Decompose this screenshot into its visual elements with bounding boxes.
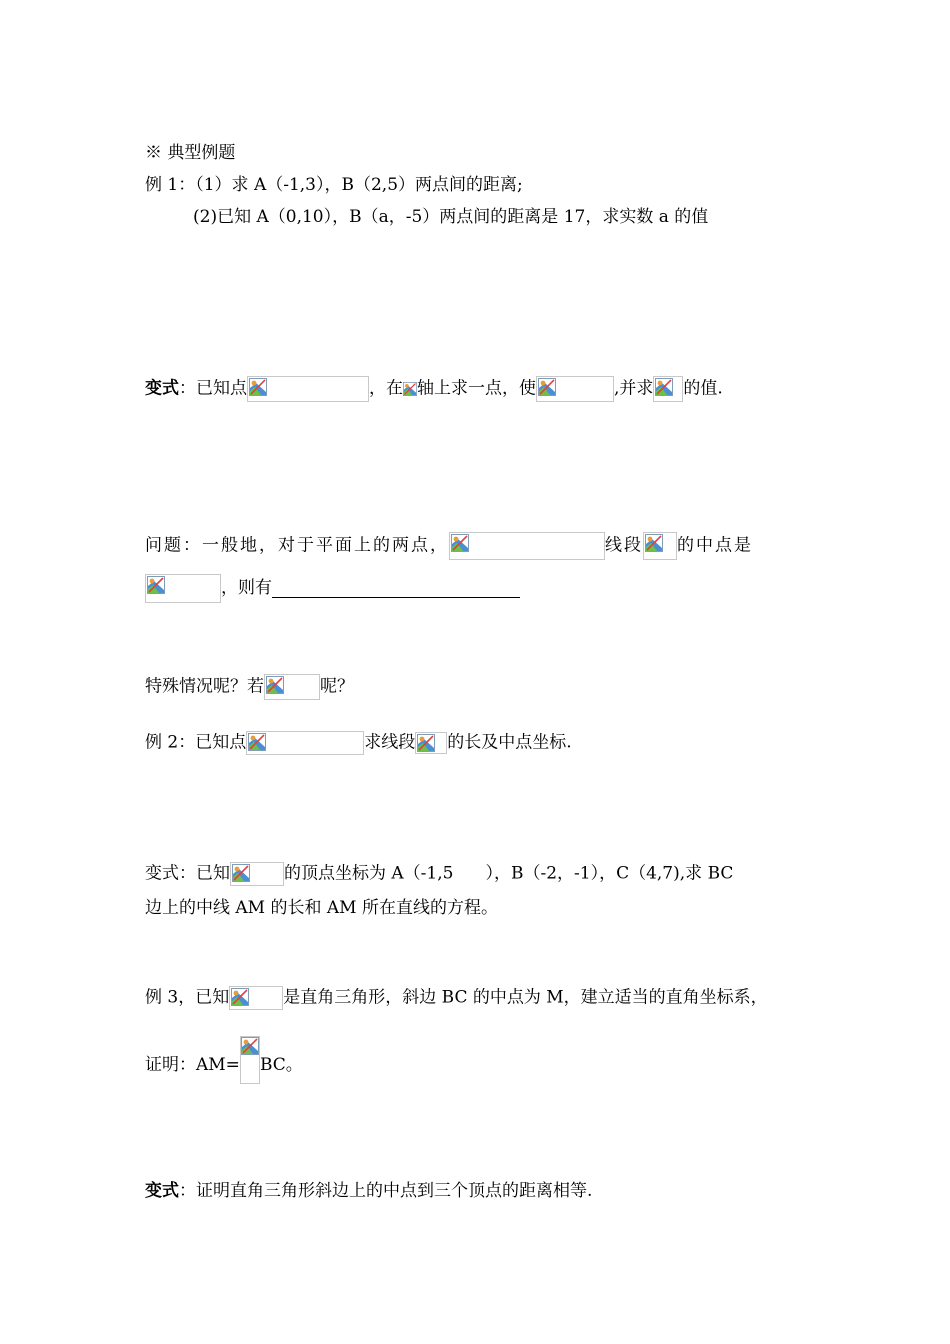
formula-image — [247, 376, 369, 402]
broken-image-icon — [403, 382, 417, 396]
question-line-2 — [145, 574, 520, 603]
broken-image-icon — [655, 378, 673, 396]
broken-image-icon — [417, 734, 435, 752]
broken-image-icon — [231, 988, 249, 1006]
broken-image-icon — [249, 378, 267, 396]
question-text: 线段 — [605, 535, 643, 556]
example-2-text: 例 2：已知点 — [145, 732, 247, 753]
formula-image — [230, 862, 284, 886]
variant-label: 变式 — [145, 1181, 179, 1201]
broken-image-icon — [538, 378, 556, 396]
formula-image — [229, 986, 283, 1010]
variant-2-line-2: 边上的中线 AM 的长和 AM 所在直线的方程。 — [145, 898, 498, 918]
variant-2-text: ），B（-2，-1），C（4,7),求 BC — [485, 863, 734, 884]
formula-image — [415, 732, 447, 754]
variant-1 — [145, 376, 723, 402]
formula-image — [240, 1036, 260, 1084]
broken-image-icon — [645, 534, 663, 552]
broken-image-icon — [232, 864, 250, 882]
variant-3-text: ：证明直角三角形斜边上的中点到三个顶点的距离相等. — [179, 1181, 593, 1201]
example-3-line-1 — [145, 986, 768, 1010]
formula-image — [643, 532, 677, 560]
example-3-text: BC。 — [259, 1055, 303, 1075]
formula-image — [246, 731, 364, 755]
formula-image — [449, 532, 605, 560]
variant-1-text: ,并求 — [614, 378, 654, 399]
answer-blank[interactable] — [272, 579, 520, 598]
example-3-text: 例 3，已知 — [145, 987, 230, 1008]
example-1-line-1: 例 1：（1）求 A（-1,3），B（2,5）两点间的距离; — [145, 175, 523, 195]
example-2-text: 的长及中点坐标. — [447, 732, 572, 753]
example-2-text: 求线段 — [364, 732, 416, 753]
variant-1-text: ，在 — [369, 378, 403, 399]
formula-image — [145, 574, 221, 603]
section-title: ※ 典型例题 — [145, 143, 236, 163]
example-3-text: 是直角三角形，斜边 BC 的中点为 M，建立适当的直角坐标系， — [283, 987, 768, 1008]
example-1-line-2: (2)已知 A（0,10），B（a，-5）两点间的距离是 17，求实数 a 的值 — [193, 207, 709, 227]
question-line-1 — [145, 532, 753, 560]
formula-image — [403, 380, 417, 398]
broken-image-icon — [147, 576, 165, 594]
example-3-text: 证明：AM= — [145, 1055, 240, 1075]
special-case — [145, 674, 354, 700]
special-text: 呢？ — [320, 676, 354, 697]
question-text: 的中点是 — [677, 535, 753, 556]
broken-image-icon — [248, 733, 266, 751]
variant-3 — [145, 1180, 592, 1202]
formula-image — [264, 674, 320, 700]
variant-2-line-1 — [145, 862, 733, 886]
variant-1-text: 轴上求一点，使 — [417, 378, 536, 399]
variant-label: 变式 — [145, 378, 179, 399]
broken-image-icon — [451, 534, 469, 552]
variant-2-text: 变式：已知 — [145, 863, 230, 884]
special-text: 特殊情况呢？若 — [145, 676, 264, 697]
formula-image — [653, 376, 683, 402]
example-3-line-2 — [145, 1036, 303, 1084]
question-text: 问题：一般地，对于平面上的两点， — [145, 535, 449, 556]
variant-1-text: ：已知点 — [179, 378, 247, 399]
broken-image-icon — [241, 1037, 259, 1055]
question-text: ，则有 — [221, 578, 272, 598]
variant-2-text: 的顶点坐标为 A（-1,5 — [284, 863, 454, 884]
formula-image — [536, 376, 614, 402]
example-2 — [145, 731, 572, 755]
variant-1-text: 的值. — [683, 378, 723, 399]
broken-image-icon — [266, 676, 284, 694]
